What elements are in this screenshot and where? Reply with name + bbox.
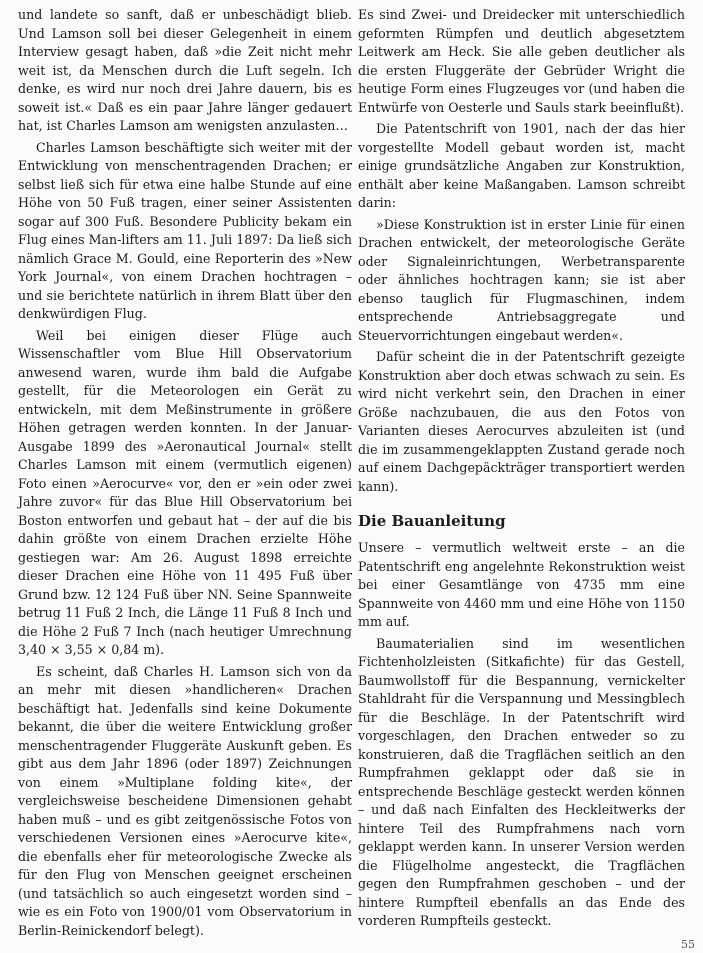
paragraph-biplanes-triplanes: Es sind Zwei- und Dreidecker mit unterschiedlich geformten Rümpfen und deutlich abgesetztem Leitwerk am Heck. Sie alle geben deutlicher als die ersten Fluggeräte der Gebrüder Wright die heutige Form eines Flugzeuges vor (und haben die Entwürfe von Oesterle und Sauls stark beeinflußt). bbox=[358, 7, 685, 115]
paragraph-patent-1901: Die Patentschrift von 1901, nach der das hier vorgestellte Modell gebaut worden ist, macht einige grundsätzliche Angaben zur Konstruktion, enthält aber keine Maßangaben. Lamson schreibt darin: bbox=[358, 121, 685, 210]
paragraph-handy-kites: Es scheint, daß Charles H. Lamson sich von da an mehr mit diesen »handlicheren« Drachen beschäftigt hat. Jedenfalls sind keine Dokumente bekannt, die über die weitere Entwicklung großer menschentragender Fluggeräte Auskunft geben. Es gibt aus dem Jahr 1896 (oder 1897) Zeichnungen von einem »Multiplane folding kite«, der vergleichsweise bescheidene Dimensionen gehabt haben muß – und es gibt zeitgenössische Fotos von verschiedenen Versionen eines »Aerocurve kite«, die ebenfalls eher für meteorologische Zwecke als für den Flug von Menschen geeignet erscheinen (und tatsächlich so auch eingesetzt worden sind – wie es ein Foto von 1900/01 vom Observatorium in Berlin-Reinickendorf belegt). bbox=[18, 663, 352, 938]
paragraph-patent-quote: »Diese Konstruktion ist in erster Linie für einen Drachen entwickelt, der meteorologische Geräte oder Signaleinrichtungen, Werbetransparente oder ähnliches hochtragen kann; sie ist aber ebenso tauglich für Flugmaschinen, indem entsprechende Antriebsaggregate und Steuervorrichtungen eingebaut werden«. bbox=[358, 216, 685, 343]
paragraph-blue-hill-observatory: Weil bei einigen dieser Flüge auch Wissenschaftler vom Blue Hill Observatorium anwesend waren, wurde ihm bald die Aufgabe gestellt, für die Meteorologen ein Gerät zu entwickeln, mit dem Meßinstrumente in größere Höhen getragen werden konnten. In der Januar-Ausgabe 1899 des »Aeronautical Journal« stellt Charles Lamson mit einem (vermutlich eigenen) Foto einen »Aerocurve« vor, den er »ein oder zwei Jahre zuvor« für das Blue Hill Observatorium bei Boston entworfen und gebaut hat – der auf die bis dahin größte von einem Drachen erzielte Höhe gestiegen war: Am 26. August 1898 erreichte dieser Drachen eine Höhe von 11 495 Fuß über Grund bzw. 12 124 Fuß über NN. Seine Spannweite betrug 11 Fuß 2 Inch, die Länge 11 Fuß 8 Inch und die Höhe 2 Fuß 7 Inch (nach heutiger Umrechnung 3,40 × 3,55 × 0,84 m). bbox=[18, 327, 352, 657]
paragraph-continuation: und landete so sanft, daß er unbeschädigt blieb. Und Lamson soll bei dieser Gelegenheit in einem Interview gesagt haben, daß »die Zeit nicht mehr weit ist, da Menschen durch die Luft segeln. Ich denke, es wird nur noch drei Jahre dauern, bis es soweit ist.« Daß es ein paar Jahre länger gedauert hat, ist Charles Lamson am wenigsten anzulasten… bbox=[18, 7, 352, 133]
page-number: 55 bbox=[681, 938, 695, 951]
paragraph-building-materials: Baumaterialien sind im wesentlichen Fichtenholzleisten (Sitkafichte) für das Gestell, Baumwollstoff für die Bespannung, vernickelter Stahldraht für die Verspannung und Messingblech für die Beschläge. In der Patentschrift wird vorgeschlagen, den Drachen entweder so zu konstruieren, daß die Tragflächen seitlich an den Rumpfrahmen geklappt oder daß sie in entsprechende Beschläge gesteckt werden können – und daß nach Einfalten des Heckleitwerks der hintere Teil des Rumpfrahmens nach vorn geklappt werden kann. In unserer Version werden die Flügelholme angesteckt, die Tragflächen gegen den Rumpfrahmen geschoben – und der hintere Rumpfteil ebenfalls an das Ende des vorderen Rumpfteils gesteckt. bbox=[358, 635, 685, 928]
paragraph-reconstruction-dimensions: Unsere – vermutlich weltweit erste – an die Patentschrift eng angelehnte Rekonstruktion weist bei einer Gesamtlänge von 4735 mm eine Spannweite von 4460 mm und eine Höhe von 1150 mm auf. bbox=[358, 540, 685, 629]
left-column bbox=[18, 6, 352, 943]
right-column bbox=[358, 6, 685, 934]
section-heading-bauanleitung: Die Bauanleitung bbox=[358, 512, 506, 530]
paragraph-construction-weak: Dafür scheint die in der Patentschrift gezeigte Konstruktion aber doch etwas schwach zu sein. Es wird nicht verkehrt sein, den Drachen in einer Größe nachzubauen, die aus den Fotos von Varianten dieses Aerocurves abzuleiten ist (und die im zusammengeklappten Zustand gerade noch auf einem Dachgepäckträger transportiert werden kann). bbox=[358, 349, 685, 494]
paragraph-lamson-development: Charles Lamson beschäftigte sich weiter mit der Entwicklung von menschentragenden Drachen; er selbst ließ sich für etwa eine halbe Stunde auf eine Höhe von 50 Fuß tragen, einer seiner Assistenten sogar auf 300 Fuß. Besondere Publicity bekam ein Flug eines Man-lifters am 11. Juli 1897: Da ließ sich nämlich Grace M. Gould, eine Reporterin des »New York Journal«, von einem Drachen hochtragen – und sie berichtete natürlich in ihrem Blatt über den denkwürdigen Flug. bbox=[18, 139, 352, 321]
